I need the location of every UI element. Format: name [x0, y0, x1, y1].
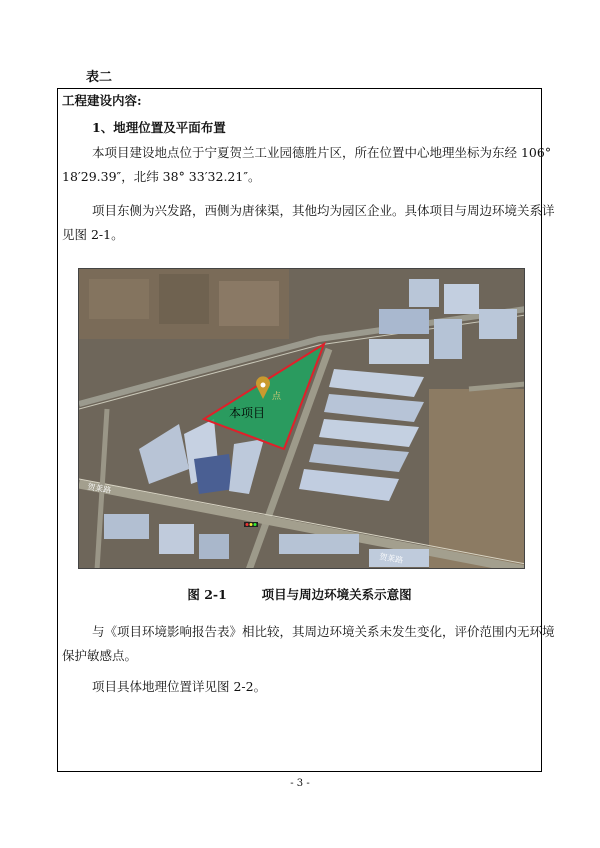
field-plot [159, 274, 209, 324]
building-roof [199, 534, 229, 559]
factory-roof [434, 319, 462, 359]
factory-roof [369, 339, 429, 364]
building-roof [279, 534, 359, 554]
paragraph-4: 项目具体地理位置详见图 2-2。 [92, 679, 267, 694]
field-plot [219, 281, 279, 326]
traffic-light-green [254, 523, 257, 526]
field-plot [89, 279, 149, 319]
factory-roof [479, 309, 517, 339]
factory-roof [409, 279, 439, 307]
page-number: - 3 - [290, 778, 310, 789]
paragraph-3-line-2: 保护敏感点。 [62, 648, 138, 663]
project-label: 本项目 [229, 406, 266, 420]
traffic-light-yellow [250, 523, 253, 526]
satellite-map [79, 269, 525, 569]
content-frame [57, 88, 555, 772]
paragraph-2-line-1: 项目东侧为兴发路，西侧为唐徕渠，其他均为园区企业。具体项目与周边环境关系详 [92, 203, 555, 218]
marker-label: 点 [272, 392, 282, 402]
factory-roof [444, 284, 479, 314]
open-land [429, 389, 525, 569]
figure-caption: 图 2-1 项目与周边环境关系示意图 [187, 587, 412, 602]
section-header: 工程建设内容: [62, 93, 142, 108]
road-label-left: 贺莱路 [86, 482, 112, 496]
building-roof [159, 524, 194, 554]
building-roof [104, 514, 149, 539]
paragraph-1-line-2: 18′29.39″，北纬 38° 33′32.21″。 [62, 169, 261, 184]
table-label: 表二 [86, 70, 113, 85]
heading-location-layout: 1、地理位置及平面布置 [92, 120, 226, 135]
solar-roof [194, 454, 234, 494]
factory-roof [379, 309, 429, 334]
road-label-right: 贺莱路 [378, 552, 404, 566]
paragraph-1-line-1: 本项目建设地点位于宁夏贺兰工业园德胜片区，所在位置中心地理坐标为东经 106° [92, 145, 552, 160]
paragraph-2-line-2: 见图 2-1。 [62, 227, 124, 242]
paragraph-3-line-1: 与《项目环境影响报告表》相比较，其周边环境关系未发生变化，评价范围内无环境 [92, 624, 555, 639]
satellite-map-figure [78, 268, 525, 569]
location-marker-dot [261, 383, 266, 388]
traffic-light-red [246, 523, 249, 526]
